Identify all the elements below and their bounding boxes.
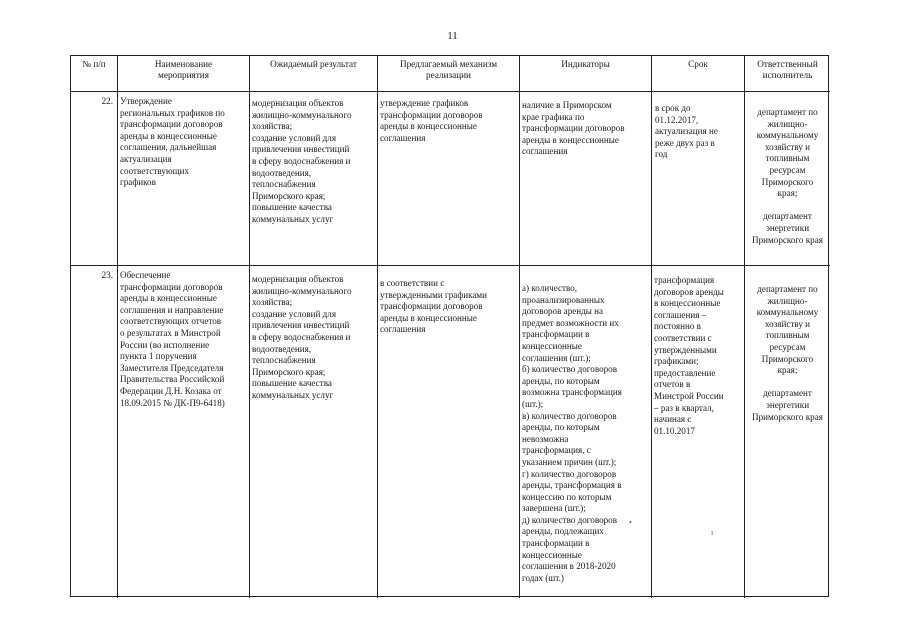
row-divider bbox=[71, 265, 830, 266]
column-divider bbox=[651, 56, 652, 598]
header-result: Ожидаемый результат bbox=[270, 59, 357, 69]
row-23-mechanism: в соответствии с утвержденными графиками трансформации договоров аренды в концессионные соглашения bbox=[380, 278, 488, 335]
row-22-name: Утверждение региональных графиков по трансформации договоров аренды в концессионные соглашения, дальнейшая актуализация соответствующих графиков bbox=[120, 96, 225, 188]
page-number: 11 bbox=[447, 30, 458, 42]
column-divider bbox=[249, 56, 250, 598]
header-mechanism: Предлагаемый механизм реализации bbox=[399, 59, 498, 80]
column-divider bbox=[117, 56, 118, 598]
row-22-mechanism: утверждение графиков трансформации договоров аренды в концессионные соглашения bbox=[380, 98, 483, 143]
header-responsible: Ответственный исполнитель bbox=[757, 59, 818, 80]
measures-table bbox=[70, 55, 829, 597]
row-23-indicators: а) количество, проанализированных договоров аренды на предмет возможности их трансформации в концессионные соглашения (шт.); б) количество договоров аренды, по которым возможна трансформация (шт.); в) количество договоров аренды, по которым невозможна трансформация, с указанием причин (шт.); г) количество договоров аренды, трансформация в концессию по которым завершена (шт.); д) количество договоров аренды, подлежащих трансформации в концессионные соглашения в 2018-2020 годах (шт.) bbox=[522, 283, 622, 583]
row-22-result: модернизация объектов жилищно-коммунального хозяйства; создание условий для привлечения инвестиций в сферу водоснабжения и водоотведения, теплоснабжения Приморского края; повышение качества коммунальных услуг bbox=[252, 98, 352, 224]
row-22-number: 22. bbox=[101, 96, 113, 106]
row-23-name: Обеспечение трансформации договоров аренды в концессионные соглашения и направление соответствующих отчетов о результатах в Минстрой России (во исполнение пункта 1 поручения Заместителя Председателя Правительства Российской Федерации Д.Н. Козака от 18.09.2015 № ДК-П9-6418) bbox=[120, 270, 225, 408]
header-indicators: Индикаторы bbox=[561, 59, 610, 69]
row-22-deadline: в срок до 01.12.2017, актуализация не реже двух раз в год bbox=[655, 103, 718, 160]
scan-speck: • bbox=[629, 518, 632, 527]
header-name: Наименование мероприятия bbox=[154, 59, 213, 80]
row-23-result: модернизация объектов жилищно-коммунального хозяйства; создание условий для привлечения инвестиций в сферу водоснабжения и водоотведения, теплоснабжения Приморского края; повышение качества коммунальных услуг bbox=[252, 274, 352, 400]
header-number: № п/п bbox=[82, 59, 106, 69]
header-deadline: Срок bbox=[688, 59, 708, 69]
column-divider bbox=[519, 56, 520, 598]
row-divider bbox=[71, 91, 830, 92]
row-23-responsible: департамент по жилищно- коммунальному хозяйству и топливным ресурсам Приморского края; департамент энергетики Приморского края bbox=[752, 284, 823, 422]
column-divider bbox=[377, 56, 378, 598]
row-22-responsible: департамент по жилищно- коммунальному хозяйству и топливным ресурсам Приморского края; департамент энергетики Приморского края bbox=[752, 107, 823, 245]
row-23-number: 23. bbox=[101, 270, 113, 280]
row-22-indicators: наличие в Приморском крае графика по трансформации договоров аренды в концессионные соглашения bbox=[522, 100, 625, 157]
scan-speck: ı bbox=[711, 528, 714, 537]
row-23-deadline: трансформация договоров аренды в концессионные соглашения – постоянно в соответствии с утвержденными графиками; предоставление отчетов в Минстрой России – раз в квартал, начиная с 01.10.2017 bbox=[654, 275, 724, 436]
